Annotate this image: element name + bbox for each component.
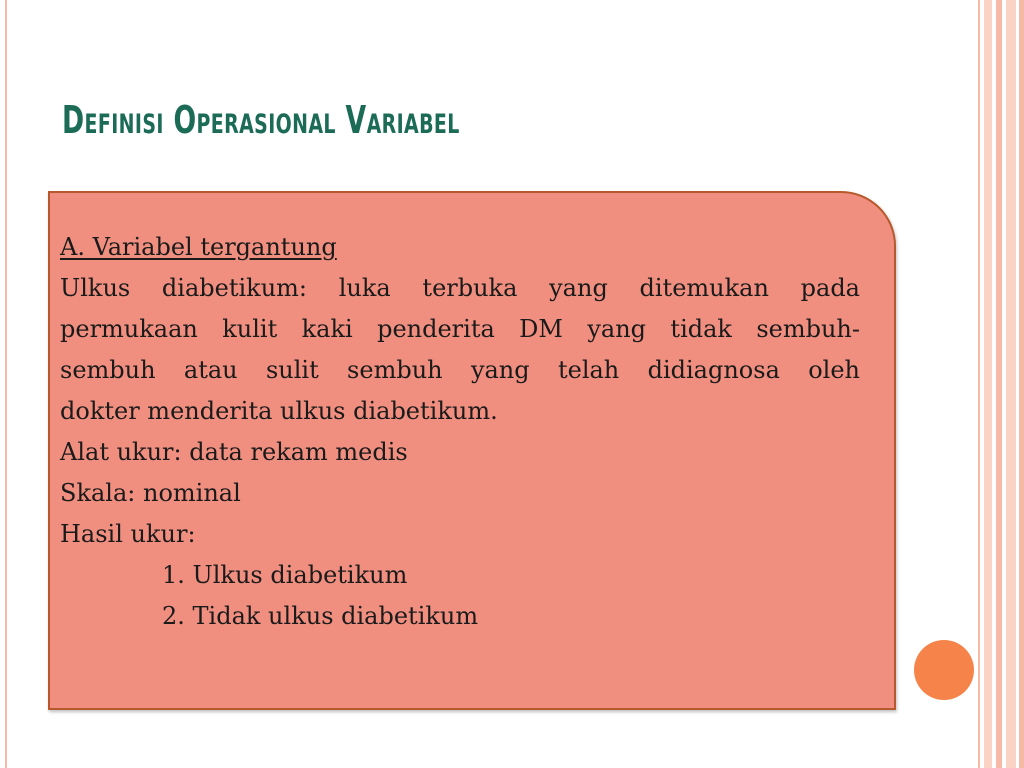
definition-line: dokter menderita ulkus diabetikum. bbox=[60, 397, 498, 425]
measurement-scale: Skala: nominal bbox=[60, 479, 241, 507]
result-label: Hasil ukur: bbox=[60, 520, 196, 548]
content-body bbox=[60, 227, 860, 637]
right-stripe bbox=[1006, 0, 1016, 768]
right-stripe bbox=[978, 0, 980, 768]
right-stripe bbox=[984, 0, 992, 768]
definition-line: sembuh atau sulit sembuh yang telah didiagnosa oleh bbox=[60, 356, 860, 384]
result-item: 1. Ulkus diabetikum bbox=[162, 561, 408, 589]
right-stripe bbox=[996, 0, 1002, 768]
right-stripe bbox=[1019, 0, 1024, 768]
content-box bbox=[48, 191, 896, 710]
result-item: 2. Tidak ulkus diabetikum bbox=[162, 602, 479, 630]
left-border-line bbox=[5, 0, 7, 768]
slide-title: Definisi Operasional Variabel bbox=[62, 98, 460, 142]
measurement-tool: Alat ukur: data rekam medis bbox=[60, 438, 408, 466]
definition-line: Ulkus diabetikum: luka terbuka yang ditemukan pada bbox=[60, 274, 860, 302]
definition-line: permukaan kulit kaki penderita DM yang tidak sembuh- bbox=[60, 315, 860, 343]
decorative-circle bbox=[914, 640, 974, 700]
variable-heading: A. Variabel tergantung bbox=[60, 233, 337, 261]
